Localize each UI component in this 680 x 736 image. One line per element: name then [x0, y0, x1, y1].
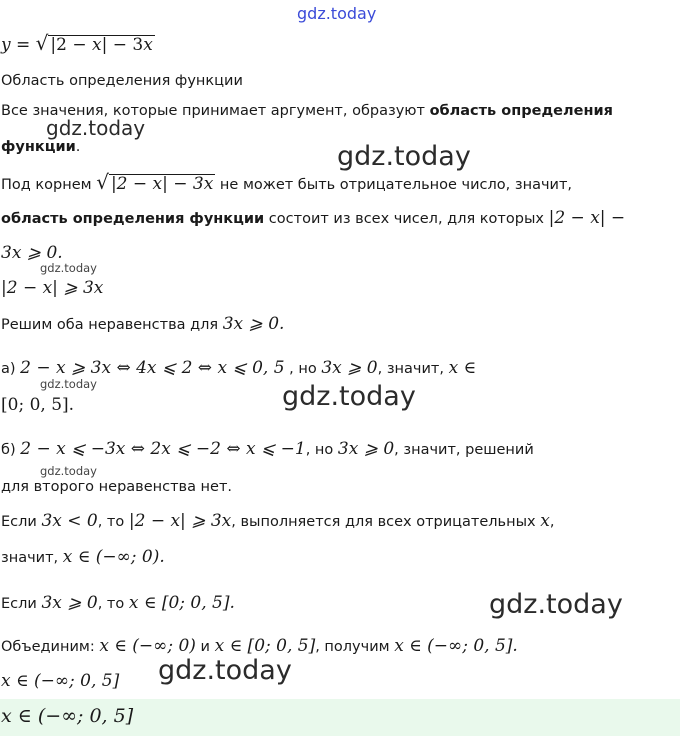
watermark-7: gdz.today: [489, 589, 623, 620]
sqrt-symbol: √: [35, 31, 49, 55]
watermark-top: gdz.today: [297, 4, 377, 23]
watermark-8: gdz.today: [158, 655, 292, 686]
inequality-2: |2 − x| ⩾ 3x: [1, 278, 104, 298]
union-line: Объединим: x ∈ (−∞; 0) и x ∈ [0; 0, 5], получим x ∈ (−∞; 0, 5].: [1, 636, 518, 656]
answer-box: [0, 699, 680, 736]
solve-line: Решим оба неравенства для 3x ⩾ 0.: [1, 314, 285, 334]
watermark-5: gdz.today: [282, 381, 416, 412]
answer-text: x ∈ (−∞; 0, 5]: [1, 705, 134, 727]
formula-radicand: |2 − x| − 3x: [50, 35, 153, 55]
function-formula: [1, 33, 155, 56]
watermark-2: gdz.today: [337, 141, 471, 172]
if-negative-line-2: значит, x ∈ (−∞; 0).: [1, 547, 165, 567]
watermark-1: gdz.today: [46, 116, 146, 140]
sqrt-symbol-2: √: [96, 170, 109, 194]
inequality-continuation: 3x ⩾ 0.: [1, 243, 63, 263]
definition-line-1: Все значения, которые принимает аргумент, образуют область определения: [1, 103, 613, 119]
result-line: x ∈ (−∞; 0, 5]: [1, 671, 120, 691]
section-heading: Область определения функции: [1, 73, 243, 89]
if-negative-line: Если 3x < 0, то |2 − x| ⩾ 3x, выполняется для всех отрицательных x,: [1, 511, 555, 531]
watermark-3: gdz.today: [40, 261, 97, 275]
if-positive-line: Если 3x ⩾ 0, то x ∈ [0; 0, 5].: [1, 593, 235, 613]
case-a-line: а) 2 − x ⩾ 3x ⇔ 4x ⩽ 2 ⇔ x ⩽ 0, 5 , но 3x ⩾ 0, значит, x ∈: [1, 358, 477, 378]
definition-line-2: функции.: [1, 139, 81, 155]
formula-y: y: [1, 35, 11, 55]
case-a-result: [0; 0, 5].: [1, 395, 75, 415]
case-b-line: б) 2 − x ⩽ −3x ⇔ 2x ⩽ −2 ⇔ x ⩽ −1, но 3x ⩾ 0, значит, решений: [1, 439, 534, 459]
case-b-line-2: для второго неравенства нет.: [1, 479, 233, 495]
formula-eq: =: [10, 35, 36, 55]
domain-line: область определения функции состоит из всех чисел, для которых |2 − x| −: [1, 208, 626, 228]
watermark-6: gdz.today: [40, 464, 97, 478]
root-line: Под корнем √ |2 − x| − 3x не может быть отрицательное число, значит,: [1, 170, 572, 194]
watermark-4: gdz.today: [40, 377, 97, 391]
